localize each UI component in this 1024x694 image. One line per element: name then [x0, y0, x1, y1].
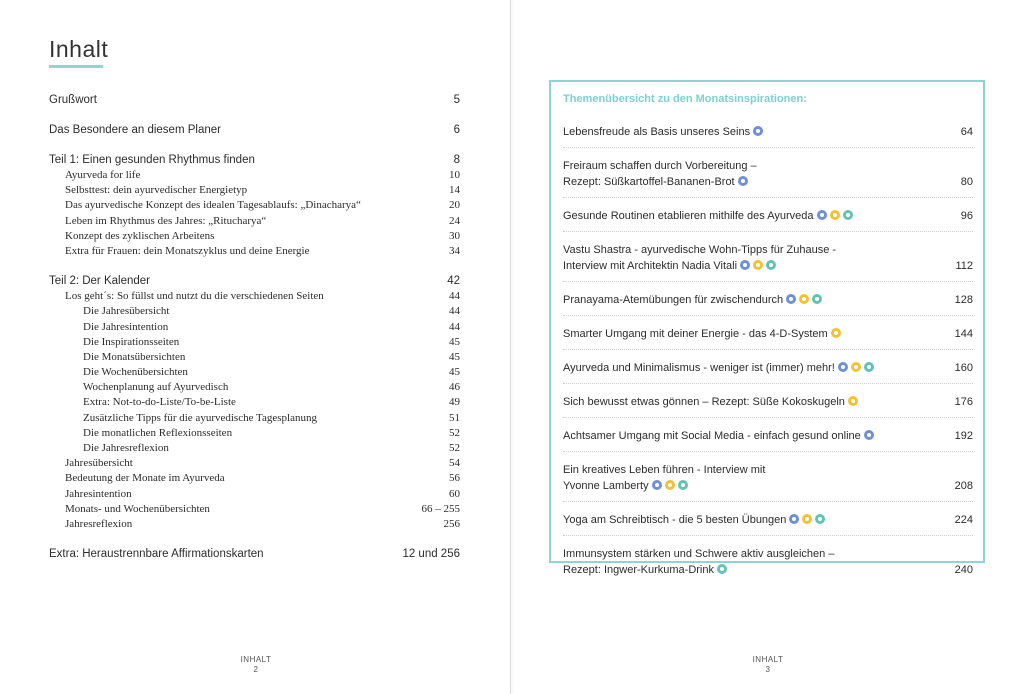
theme-entry	[563, 206, 973, 232]
kapha-icon	[864, 362, 874, 372]
theme-line-text: Pranayama-Atemübungen für zwischendurch	[563, 294, 784, 306]
theme-entry-page: 176	[954, 396, 973, 408]
theme-entry-line	[563, 512, 923, 528]
toc-entry-label: Grußwort	[49, 94, 97, 106]
toc-entry-label: Die Jahresintention	[83, 320, 169, 333]
theme-entry-text	[563, 158, 973, 190]
toc-entry	[49, 304, 460, 319]
toc-entry	[49, 456, 460, 471]
theme-entry-text	[563, 124, 973, 140]
right-page	[513, 0, 1024, 694]
toc-entry-page: 51	[449, 411, 460, 424]
toc-entry-page: 45	[449, 366, 460, 379]
toc-entry-label: Die Jahresübersicht	[83, 305, 170, 318]
theme-overview-box	[549, 80, 985, 576]
theme-entry-page: 144	[954, 328, 973, 340]
theme-line-text: Yoga am Schreibtisch - die 5 besten Übungen	[563, 514, 787, 526]
theme-entry	[563, 460, 973, 502]
toc-entry-page: 8	[453, 154, 460, 166]
toc-entry	[49, 152, 460, 168]
toc-entry-label: Die Wochenübersichten	[83, 366, 188, 379]
theme-entry-line	[563, 546, 923, 562]
toc-entry-label: Bedeutung der Monate im Ayurveda	[65, 472, 225, 485]
theme-entry-line	[563, 258, 923, 274]
toc-entry-page: 30	[449, 229, 460, 242]
footer-label: INHALT	[240, 655, 272, 664]
toc-entry	[49, 289, 460, 304]
theme-entry	[563, 122, 973, 148]
theme-overview-title: Themenübersicht zu den Monatsinspirationen:	[563, 93, 807, 105]
theme-line-text: Vastu Shastra - ayurvedische Wohn-Tipps für Zuhause -	[563, 244, 837, 256]
vata-icon	[786, 294, 796, 304]
theme-entry	[563, 156, 973, 198]
theme-entry-text	[563, 394, 973, 410]
theme-entry-text	[563, 292, 973, 308]
theme-entry-page: 64	[960, 126, 973, 138]
toc-spacer	[49, 259, 460, 273]
kapha-icon	[815, 514, 825, 524]
theme-entry	[563, 544, 973, 585]
toc-entry-page: 49	[449, 396, 460, 409]
toc-entry	[49, 350, 460, 365]
theme-list	[563, 122, 973, 593]
theme-entry-line	[563, 394, 923, 410]
kapha-icon	[766, 260, 776, 270]
theme-entry-page: 160	[954, 362, 973, 374]
toc-entry-label: Wochenplanung auf Ayurvedisch	[83, 381, 229, 394]
toc-entry-page: 10	[449, 169, 460, 181]
toc-entry-label: Extra für Frauen: dein Monatszyklus und deine Energie	[65, 244, 310, 257]
vata-icon	[789, 514, 799, 524]
vata-icon	[864, 430, 874, 440]
pitta-icon	[802, 514, 812, 524]
toc-entry-label: Die monatlichen Reflexionsseiten	[83, 426, 233, 439]
theme-entry-line	[563, 174, 923, 190]
theme-line-text: Rezept: Ingwer-Kurkuma-Drink	[563, 564, 714, 576]
theme-entry-text	[563, 242, 973, 274]
toc-entry	[49, 198, 460, 213]
toc-entry-page: 44	[449, 305, 460, 318]
theme-entry-line	[563, 462, 923, 478]
toc-entry-page: 56	[449, 472, 460, 485]
toc-entry-page: 5	[453, 94, 460, 106]
toc-entry-label: Das ayurvedische Konzept des idealen Tagesablaufs: „Dinacharya“	[65, 199, 361, 212]
toc-entry	[49, 487, 460, 502]
kapha-icon	[843, 210, 853, 220]
toc-entry-page: 6	[453, 124, 460, 136]
toc-entry	[49, 546, 460, 562]
kapha-icon	[717, 564, 727, 574]
vata-icon	[740, 260, 750, 270]
toc-entry-page: 42	[447, 275, 460, 288]
toc-entry-label: Die Monatsübersichten	[83, 350, 186, 363]
toc-entry	[49, 471, 460, 486]
toc-entry-label: Das Besondere an diesem Planer	[49, 124, 221, 136]
vata-icon	[738, 176, 748, 186]
toc-entry	[49, 320, 460, 335]
theme-entry-page: 208	[954, 480, 973, 492]
toc-entry-label: Extra: Not-to-do-Liste/To-be-Liste	[83, 396, 236, 409]
toc-entry	[49, 122, 460, 138]
theme-entry	[563, 358, 973, 384]
toc-spacer	[49, 108, 460, 122]
toc-entry-label: Jahresübersicht	[65, 457, 133, 470]
left-page	[0, 0, 511, 694]
toc-entry	[49, 502, 460, 517]
toc-entry-label: Jahresintention	[65, 487, 132, 500]
toc-entry-page: 12 und 256	[402, 548, 460, 561]
toc-entry-page: 45	[449, 335, 460, 348]
toc-entry-page: 20	[449, 199, 460, 212]
theme-entry	[563, 392, 973, 418]
theme-entry-text	[563, 512, 973, 528]
theme-entry-page: 224	[954, 514, 973, 526]
theme-entry-line	[563, 326, 923, 342]
theme-entry-page: 128	[954, 294, 973, 306]
toc-entry	[49, 426, 460, 441]
kapha-icon	[678, 480, 688, 490]
toc-entry-page: 34	[449, 244, 460, 257]
theme-entry-text	[563, 326, 973, 342]
toc-entry-label: Teil 1: Einen gesunden Rhythmus finden	[49, 154, 255, 166]
theme-line-text: Achtsamer Umgang mit Social Media - einfach gesund online	[563, 430, 861, 442]
pitta-icon	[831, 328, 841, 338]
toc-entry	[49, 273, 460, 289]
theme-line-text: Interview mit Architektin Nadia Vitali	[563, 260, 738, 272]
toc-spacer	[49, 532, 460, 546]
pitta-icon	[851, 362, 861, 372]
theme-entry	[563, 290, 973, 316]
toc-entry-page: 52	[449, 442, 460, 454]
theme-entry-page: 112	[955, 260, 973, 272]
footer-page-number: 3	[765, 665, 771, 674]
theme-entry-line	[563, 208, 923, 224]
theme-line-text: Immunsystem stärken und Schwere aktiv ausgleichen –	[563, 548, 835, 560]
toc-entry-label: Los geht´s: So füllst und nutzt du die verschiedenen Seiten	[65, 290, 324, 303]
toc-entry	[49, 380, 460, 395]
toc-entry-label: Extra: Heraustrennbare Affirmationskarten	[49, 548, 264, 561]
toc-entry-label: Leben im Rhythmus des Jahres: „Ritucharya“	[65, 214, 267, 227]
theme-entry-page: 80	[960, 176, 973, 188]
theme-entry-text	[563, 360, 973, 376]
toc-entry-page: 66 – 255	[421, 502, 460, 515]
toc-spacer	[49, 138, 460, 152]
toc-entry-label: Die Inspirationsseiten	[83, 335, 180, 348]
toc-entry-label: Teil 2: Der Kalender	[49, 275, 150, 288]
toc-entry-label: Zusätzliche Tipps für die ayurvedische Tagesplanung	[83, 411, 317, 424]
toc-entry-page: 52	[449, 426, 460, 439]
theme-entry-line	[563, 428, 923, 444]
toc-entry-label: Die Jahresreflexion	[83, 442, 169, 454]
theme-line-text: Ein kreatives Leben führen - Interview mit	[563, 464, 766, 476]
right-footer	[738, 655, 798, 675]
page-title: Inhalt	[49, 36, 109, 62]
theme-entry	[563, 510, 973, 536]
theme-entry-line	[563, 292, 923, 308]
theme-entry-line	[563, 562, 923, 578]
toc-entry-page: 44	[449, 290, 460, 303]
title-underline	[49, 65, 103, 68]
toc-entry-label: Monats- und Wochenübersichten	[65, 502, 210, 515]
theme-entry-text	[563, 546, 973, 578]
kapha-icon	[812, 294, 822, 304]
theme-entry	[563, 426, 973, 452]
pitta-icon	[753, 260, 763, 270]
left-footer	[226, 655, 286, 675]
theme-entry-page: 192	[954, 430, 973, 442]
toc-entry-page: 54	[449, 457, 460, 470]
theme-entry-line	[563, 242, 923, 258]
vata-icon	[817, 210, 827, 220]
theme-entry-text	[563, 208, 973, 224]
pitta-icon	[665, 480, 675, 490]
theme-line-text: Gesunde Routinen etablieren mithilfe des Ayurveda	[563, 210, 814, 222]
theme-line-text: Lebensfreude als Basis unseres Seins	[563, 126, 751, 138]
theme-entry-line	[563, 124, 923, 140]
toc-entry-page: 24	[449, 214, 460, 227]
toc-entry-label: Selbsttest: dein ayurvedischer Energietyp	[65, 184, 248, 197]
theme-line-text: Ayurveda und Minimalismus - weniger ist (immer) mehr!	[563, 362, 835, 374]
vata-icon	[753, 126, 763, 136]
theme-entry-line	[563, 158, 923, 174]
theme-entry	[563, 240, 973, 282]
theme-entry-text	[563, 428, 973, 444]
pitta-icon	[830, 210, 840, 220]
toc-entry-page: 46	[449, 381, 460, 394]
toc-entry-page: 256	[443, 517, 460, 530]
toc-entry-page: 14	[449, 184, 460, 197]
vata-icon	[652, 480, 662, 490]
theme-line-text: Rezept: Süßkartoffel-Bananen-Brot	[563, 176, 735, 188]
toc-entry	[49, 395, 460, 410]
toc-entry-page: 60	[449, 487, 460, 500]
vata-icon	[838, 362, 848, 372]
toc-entry	[49, 168, 460, 183]
toc-entry-label: Konzept des zyklischen Arbeitens	[65, 229, 215, 242]
toc-entry	[49, 229, 460, 244]
pitta-icon	[848, 396, 858, 406]
theme-line-text: Yvonne Lamberty	[563, 480, 649, 492]
theme-entry-text	[563, 462, 973, 494]
pitta-icon	[799, 294, 809, 304]
toc-entry	[49, 411, 460, 426]
theme-entry	[563, 324, 973, 350]
theme-entry-page: 96	[960, 210, 973, 222]
theme-line-text: Smarter Umgang mit deiner Energie - das 4-D-System	[563, 328, 828, 340]
toc-entry	[49, 335, 460, 350]
toc-entry-page: 44	[449, 320, 460, 333]
toc-entry	[49, 441, 460, 456]
theme-line-text: Sich bewusst etwas gönnen – Rezept: Süße Kokoskugeln	[563, 396, 845, 408]
toc-entry-label: Ayurveda for life	[65, 169, 141, 181]
theme-entry-line	[563, 478, 923, 494]
toc-entry	[49, 517, 460, 532]
toc-entry	[49, 214, 460, 229]
theme-entry-line	[563, 360, 923, 376]
toc-entry-label: Jahresreflexion	[65, 517, 133, 530]
toc-entry	[49, 92, 460, 108]
toc-entry	[49, 183, 460, 198]
toc-entry	[49, 244, 460, 259]
footer-label: INHALT	[752, 655, 784, 664]
toc-entry-page: 45	[449, 350, 460, 363]
toc-entry	[49, 365, 460, 380]
table-of-contents	[49, 92, 460, 562]
footer-page-number: 2	[253, 665, 259, 674]
theme-entry-page: 240	[954, 564, 973, 576]
theme-line-text: Freiraum schaffen durch Vorbereitung –	[563, 160, 757, 172]
